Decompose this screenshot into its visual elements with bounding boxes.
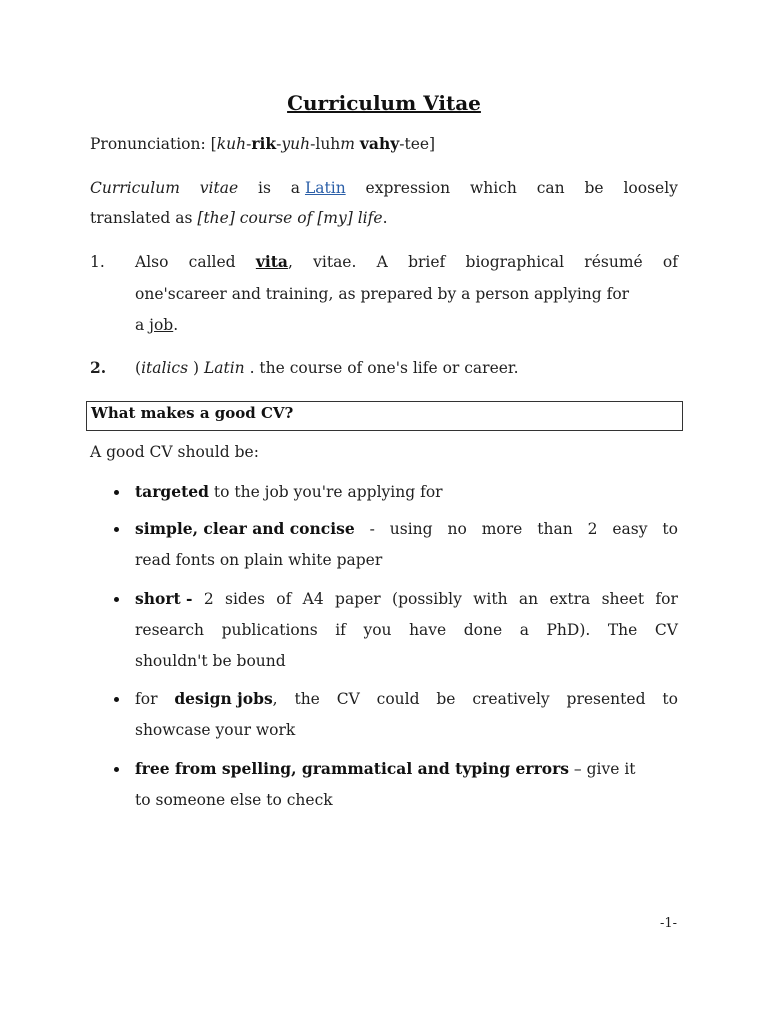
bullet-word: 2 bbox=[203, 590, 214, 608]
bullet-bold: simple, clear and concise bbox=[135, 519, 355, 538]
bullet-word: have bbox=[409, 621, 447, 639]
bullet-word: CV bbox=[336, 690, 360, 708]
bullet-4-line-1 bbox=[135, 688, 678, 710]
bullet-word: sheet bbox=[601, 590, 645, 608]
definition-2-number: 2. bbox=[90, 358, 107, 377]
bullet-2-line-2: read fonts on plain white paper bbox=[135, 551, 383, 569]
bullet-bold: design jobs bbox=[174, 689, 273, 708]
bullet-dot bbox=[114, 490, 119, 495]
intro-text: translated as bbox=[90, 209, 198, 227]
pronunciation-line bbox=[90, 133, 435, 155]
intro-line-2 bbox=[90, 207, 388, 229]
bullet-word: (possibly bbox=[392, 590, 462, 608]
def-word: of bbox=[662, 253, 678, 271]
intro-word: Curriculum bbox=[90, 179, 180, 197]
page-title: Curriculum Vitae bbox=[287, 91, 481, 115]
def-word: brief bbox=[408, 253, 446, 271]
pronunciation-part: -luh bbox=[310, 135, 341, 153]
section-heading-box: What makes a good CV? bbox=[86, 401, 683, 431]
intro-text: . bbox=[382, 209, 388, 227]
pronunciation-part: - bbox=[246, 135, 252, 153]
bullet-word: sides bbox=[225, 590, 265, 608]
bullet-word: done bbox=[463, 621, 503, 639]
bullet-word: of bbox=[276, 590, 292, 608]
bullet-word: if bbox=[335, 621, 346, 639]
def-text: ( bbox=[135, 359, 142, 377]
bullet-word: to bbox=[662, 520, 678, 538]
job-link[interactable]: job bbox=[149, 316, 174, 334]
def-text: ) bbox=[188, 359, 204, 377]
def-text: a bbox=[135, 316, 150, 334]
bullet-word: the bbox=[294, 690, 320, 708]
intro-word: expression bbox=[365, 179, 451, 197]
pronunciation-part: m bbox=[340, 135, 360, 153]
bullet-text: to the job you're applying for bbox=[208, 483, 443, 501]
bullet-word: 2 bbox=[587, 520, 598, 538]
bullet-word: A4 bbox=[302, 590, 324, 608]
intro-line-1 bbox=[90, 177, 678, 199]
definition-1-line-2: one'scareer and training, as prepared by a person applying for bbox=[135, 285, 630, 303]
pronunciation-part: - bbox=[276, 135, 282, 153]
definition-2-text bbox=[135, 357, 519, 379]
def-text: . the course of one's life or career. bbox=[244, 359, 519, 377]
pronunciation-stress: vahy bbox=[359, 134, 400, 153]
bullet-word: more bbox=[481, 520, 523, 538]
bullet-5-line-2: to someone else to check bbox=[135, 791, 333, 809]
bullet-word: a bbox=[519, 621, 529, 639]
bullet-word: The bbox=[607, 621, 638, 639]
intro-word: vitae bbox=[199, 179, 239, 197]
bullet-word: be bbox=[436, 690, 456, 708]
def-word: , bbox=[287, 253, 293, 271]
bullet-word: no bbox=[447, 520, 467, 538]
def-latin: Latin bbox=[203, 359, 245, 377]
bullet-bold: short - bbox=[135, 589, 193, 608]
pronunciation-stress: rik bbox=[251, 134, 277, 153]
bullet-word: could bbox=[376, 690, 420, 708]
bullet-dot bbox=[114, 527, 119, 532]
bullet-word: publications bbox=[221, 621, 318, 639]
intro-word: which bbox=[470, 179, 517, 197]
definition-1-line-3 bbox=[135, 314, 178, 336]
bullet-word: an bbox=[518, 590, 539, 608]
bullet-bold: free from spelling, grammatical and typing errors bbox=[135, 759, 569, 778]
def-italics: italics bbox=[141, 359, 189, 377]
pronunciation-part: kuh bbox=[216, 135, 247, 153]
bullet-word: with bbox=[473, 590, 508, 608]
bullet-4-line-2: showcase your work bbox=[135, 721, 296, 739]
bullet-word: for bbox=[655, 590, 678, 608]
bullet-word: easy bbox=[612, 520, 648, 538]
def-word: called bbox=[188, 253, 236, 271]
bullet-3-line-2 bbox=[135, 619, 678, 641]
def-word: biographical bbox=[465, 253, 565, 271]
bullet-dot bbox=[114, 597, 119, 602]
bullet-dot bbox=[114, 767, 119, 772]
intro-word: is bbox=[258, 179, 271, 197]
intro-phrase: [the] course of [my] life bbox=[197, 209, 383, 227]
bullet-3-line-3: shouldn't be bound bbox=[135, 652, 286, 670]
def-word: vitae. bbox=[313, 253, 357, 271]
bullet-bold: targeted bbox=[135, 482, 209, 501]
bullet-2-line-1 bbox=[135, 518, 678, 540]
bullet-word: creatively bbox=[472, 690, 550, 708]
intro-word: loosely bbox=[623, 179, 678, 197]
bullet-word: CV bbox=[654, 621, 678, 639]
lead-text: A good CV should be: bbox=[90, 443, 259, 461]
bullet-word: paper bbox=[335, 590, 381, 608]
bullet-3-line-1 bbox=[135, 588, 678, 610]
bullet-word: to bbox=[662, 690, 678, 708]
vita-term: vita bbox=[255, 252, 288, 271]
intro-word: be bbox=[584, 179, 604, 197]
bullet-word: PhD). bbox=[546, 621, 591, 639]
def-word: A bbox=[376, 253, 388, 271]
pronunciation-part: -tee] bbox=[399, 135, 436, 153]
bullet-word: presented bbox=[566, 690, 646, 708]
definition-1-number: 1. bbox=[90, 253, 105, 271]
bullet-word: you bbox=[363, 621, 392, 639]
bullet-text: – give it bbox=[569, 760, 636, 778]
bullet-word: , bbox=[272, 690, 278, 708]
bullet-5-line-1 bbox=[135, 758, 636, 780]
def-word: résumé bbox=[584, 253, 643, 271]
latin-link[interactable]: Latin bbox=[304, 179, 346, 197]
bullet-dot bbox=[114, 697, 119, 702]
intro-word: a bbox=[290, 179, 301, 197]
bullet-word: for bbox=[135, 690, 158, 708]
intro-word: can bbox=[536, 179, 565, 197]
bullet-word: extra bbox=[549, 590, 591, 608]
bullet-1 bbox=[135, 481, 443, 503]
pronunciation-part: yuh bbox=[281, 135, 311, 153]
bullet-word: using bbox=[389, 520, 433, 538]
pronunciation-label: Pronunciation: bbox=[90, 135, 206, 153]
def-text: . bbox=[173, 316, 179, 334]
bullet-word: research bbox=[135, 621, 205, 639]
bullet-word: than bbox=[537, 520, 573, 538]
bullet-word: - bbox=[369, 520, 375, 538]
definition-1-line-1 bbox=[135, 251, 678, 273]
page-number: -1- bbox=[659, 916, 677, 931]
def-word: Also bbox=[135, 253, 169, 271]
pronunciation-open: [ bbox=[210, 135, 217, 153]
